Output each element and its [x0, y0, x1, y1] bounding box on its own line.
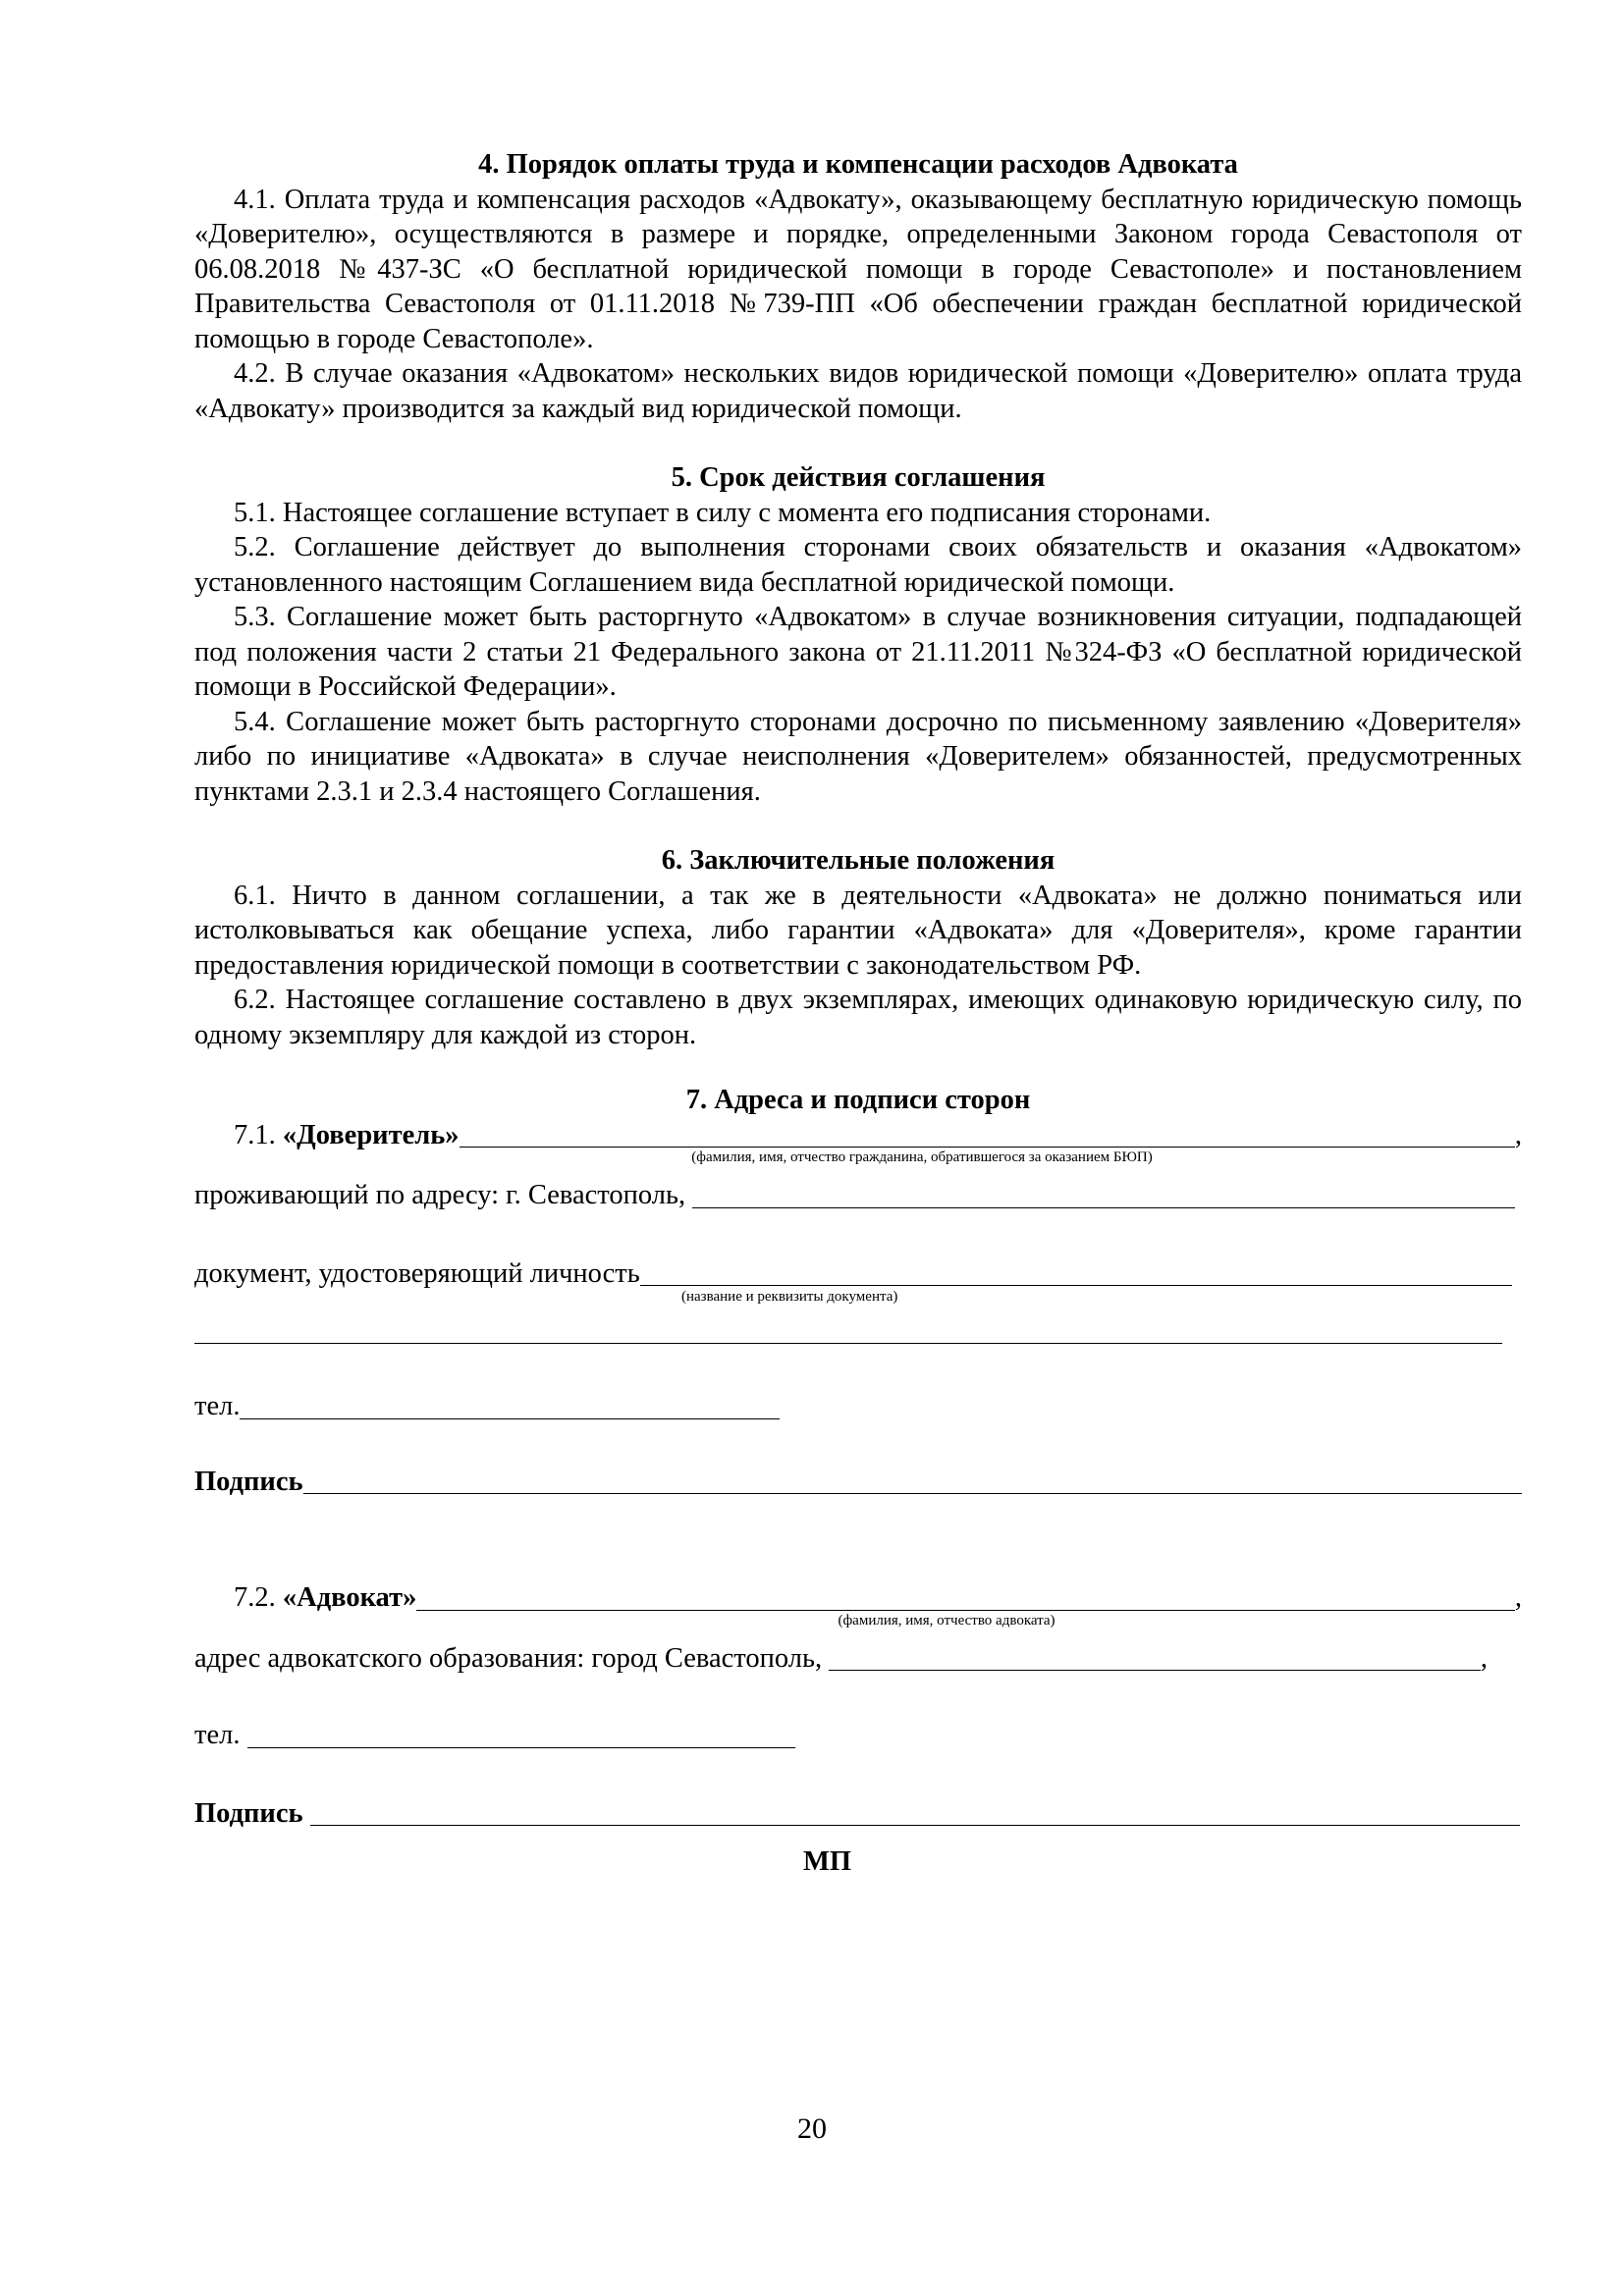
lawyer-label: «Адвокат»: [282, 1582, 417, 1613]
clause-5-2: 5.2. Соглашение действует до выполнения сторонами своих обязательств и оказания «Адвокатом» установленного настоящим Соглашением вида бесплатной юридической помощи.: [194, 532, 1522, 598]
client-label: «Доверитель»: [282, 1119, 460, 1150]
clause-5-1: 5.1. Настоящее соглашение вступает в силу с момента его подписания сторонами.: [234, 497, 1212, 528]
clause-5-4: 5.4. Соглашение может быть расторгнуто сторонами досрочно по письменному заявлению «Доверителя» либо по инициативе «Адвоката» в случае неисполнения «Доверителем» обязанностей, предусмотренных пунктами 2.3.1 и 2.3.4 настоящего Соглашения.: [194, 706, 1522, 807]
client-id-caption: (название и реквизиты документа): [681, 1289, 898, 1305]
client-id-extra-field[interactable]: [194, 1319, 1502, 1344]
clause-4-1: 4.1. Оплата труда и компенсация расходов «Адвокату», оказывающему бесплатную юридическую помощь «Доверителю», осуществляются в размере и порядке, определенными Законом города Севастополя от 06.08.2018 №437-ЗС «О бесплатной юридической помощи в городе Севастополе» и постановлением Правительства Севастополя от 01.11.2018 №739-ПП «Об обеспечении граждан бесплатной юридической помощью в городе Севастополе».: [194, 184, 1522, 354]
clause-6-1: 6.1. Ничто в данном соглашении, а так же в деятельности «Адвоката» не должно пониматься или истолковываться как обещание успеха, либо гарантии «Адвоката» для «Доверителя», кроме гарантии предоставления юридической помощи в соответствии с законодательством РФ.: [194, 880, 1522, 981]
client-name-comma: ,: [1514, 1119, 1522, 1150]
lawyer-phone-field[interactable]: [247, 1724, 743, 1748]
client-id-label: документ, удостоверяющий личность: [194, 1257, 640, 1289]
client-phone-field[interactable]: [240, 1395, 780, 1419]
clause-5-3: 5.3. Соглашение может быть расторгнуто «Адвокатом» в случае возникновения ситуации, подпадающей под положения части 2 статьи 21 Федерального закона от 21.11.2011 №324-ФЗ «О бесплатной юридической помощи в Российской Федерации».: [194, 602, 1522, 702]
client-id-extra-row: [194, 1319, 1502, 1349]
lawyer-clause-number: 7.2.: [234, 1582, 283, 1613]
section-6-heading: 6. Заключительные положения: [661, 845, 1056, 876]
lawyer-name-comma: ,: [1514, 1582, 1522, 1613]
clause-4-2: 4.2. В случае оказания «Адвокатом» нескольких видов юридической помощи «Доверителю» оплата труда «Адвокату» производится за каждый вид юридической помощи.: [194, 358, 1522, 424]
lawyer-address-row: [194, 1641, 1488, 1677]
section-5-heading: 5. Срок действия соглашения: [671, 462, 1046, 493]
section-4-heading: 4. Порядок оплаты труда и компенсации расходов Адвоката: [478, 149, 1238, 180]
client-address-label: проживающий по адресу: г. Севастополь,: [194, 1180, 693, 1210]
lawyer-address-short-field[interactable]: [829, 1646, 1116, 1671]
client-address-field[interactable]: [800, 1184, 1515, 1208]
client-phone-label: тел.: [194, 1391, 241, 1421]
client-signature-field[interactable]: [303, 1469, 1522, 1494]
lawyer-signature-row: [194, 1796, 1520, 1832]
stamp-placeholder: МП: [803, 1846, 852, 1877]
client-phone-row: [194, 1389, 780, 1424]
client-address-row: [194, 1178, 1515, 1213]
lawyer-name-row: [194, 1580, 1522, 1616]
section-7-heading: 7. Адреса и подписи сторон: [685, 1085, 1031, 1115]
client-signature-label: Подпись: [194, 1466, 303, 1497]
client-name-caption: (фамилия, имя, отчество гражданина, обратившегося за оказанием БЮП): [691, 1149, 1153, 1165]
clause-6-2: 6.2. Настоящее соглашение составлено в двух экземплярах, имеющих одинаковую юридическую силу, по одному экземпляру для каждой из сторон.: [194, 985, 1522, 1050]
client-id-field[interactable]: [640, 1261, 1512, 1286]
client-id-row: [194, 1256, 1512, 1292]
lawyer-signature-label: Подпись: [194, 1797, 310, 1829]
client-name-row: [194, 1118, 1522, 1153]
lawyer-name-caption: (фамилия, имя, отчество адвоката): [838, 1612, 1056, 1629]
lawyer-address-field[interactable]: [1116, 1646, 1481, 1671]
document-body: [194, 147, 1522, 1831]
client-address-short-field[interactable]: [692, 1184, 800, 1208]
page-number: 20: [797, 2112, 827, 2145]
lawyer-signature-field[interactable]: [310, 1801, 1520, 1826]
lawyer-phone-label: тел.: [194, 1720, 247, 1750]
lawyer-address-comma: ,: [1480, 1642, 1488, 1674]
lawyer-name-field[interactable]: [416, 1586, 1515, 1611]
client-signature-row: [194, 1465, 1522, 1500]
client-name-field[interactable]: [460, 1123, 1515, 1148]
lawyer-phone-extra-field[interactable]: [743, 1724, 795, 1748]
lawyer-address-label: адрес адвокатского образования: город Севастополь,: [194, 1642, 830, 1674]
lawyer-phone-row: [194, 1718, 795, 1753]
client-clause-number: 7.1.: [234, 1119, 283, 1150]
